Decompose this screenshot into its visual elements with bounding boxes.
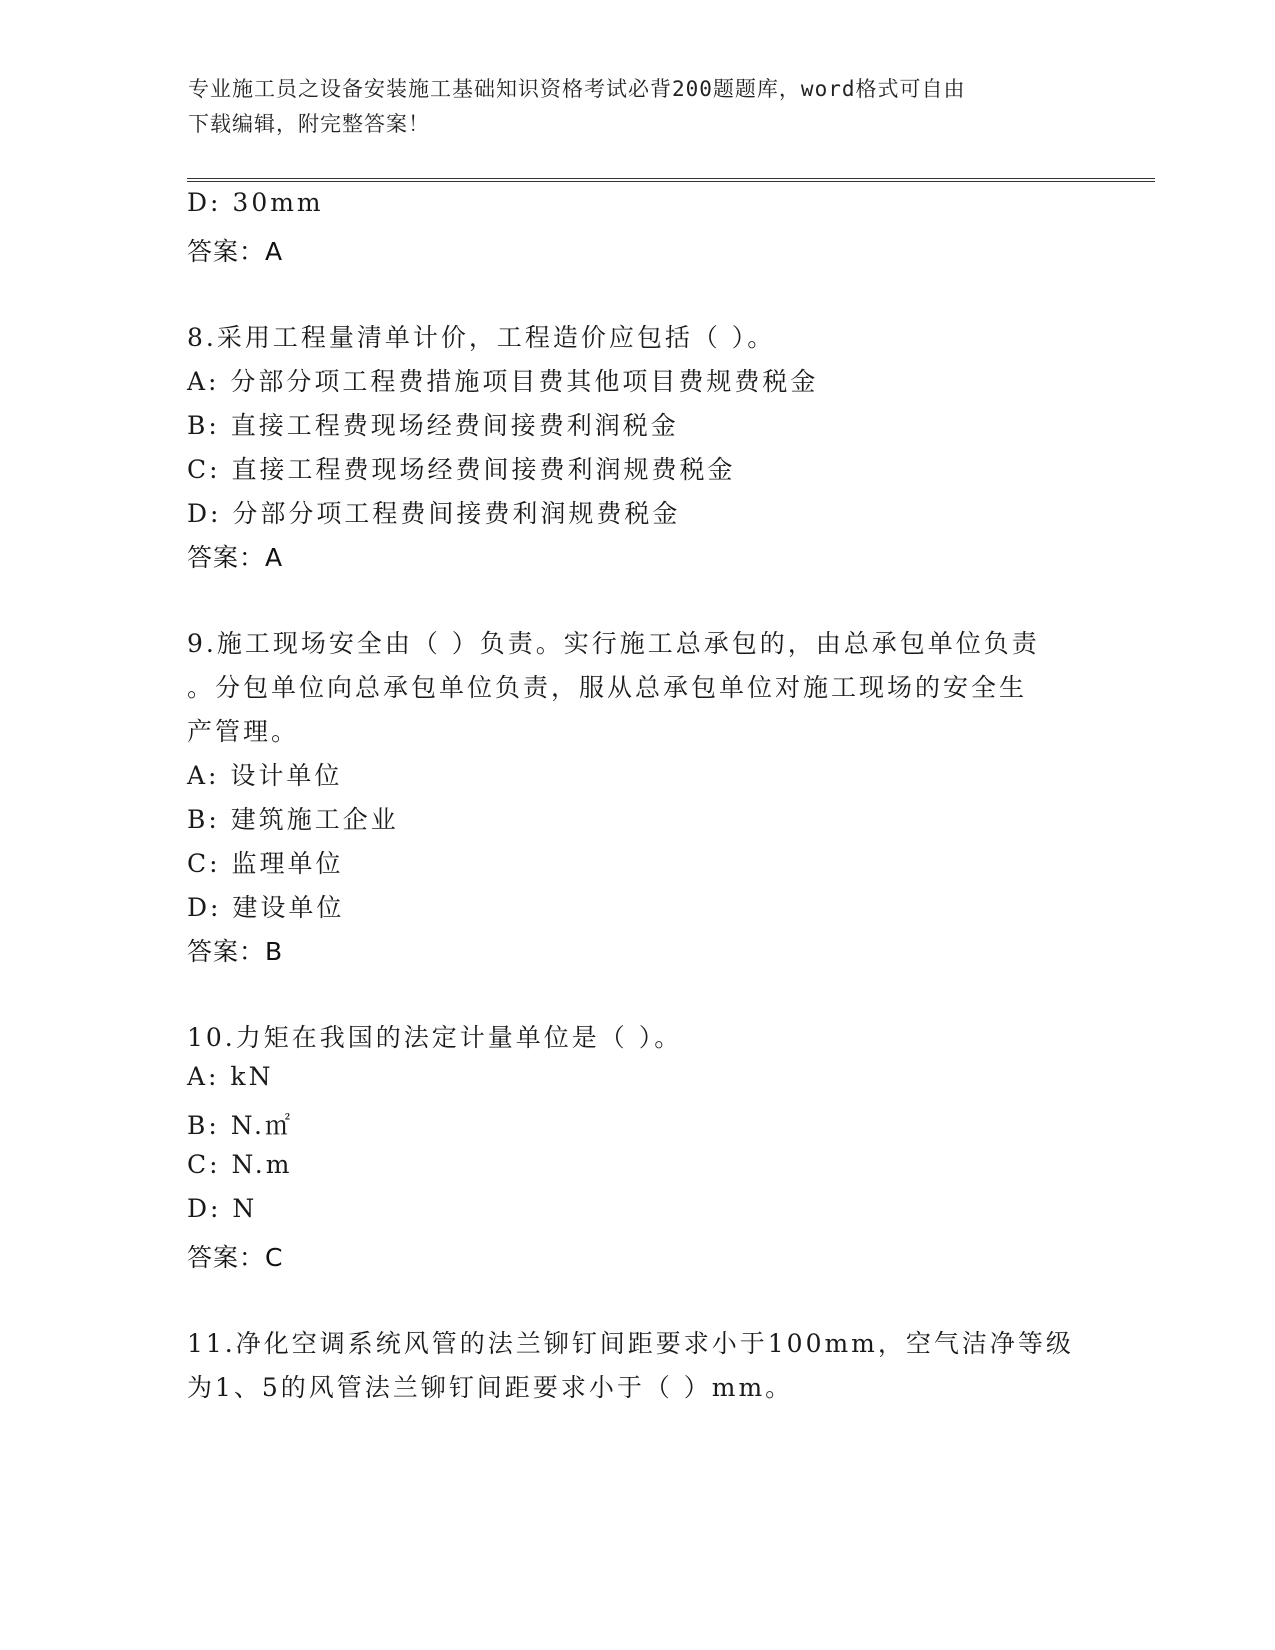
q8-answer: 答案：A xyxy=(187,543,284,572)
q9-option-c: C: 监理单位 xyxy=(187,849,344,878)
q8-option-d: D: 分部分项工程费间接费利润规费税金 xyxy=(187,499,681,528)
q7-option-d: D: 30mm xyxy=(187,188,324,217)
document-header xyxy=(188,72,1068,142)
q10-answer: 答案：C xyxy=(187,1243,284,1272)
q7-answer: 答案：A xyxy=(187,237,284,266)
q10-option-b: B: N.㎡ xyxy=(187,1111,293,1140)
q10-option-d: D: N xyxy=(187,1194,258,1223)
q9-option-b: B: 建筑施工企业 xyxy=(187,805,399,834)
q11-stem-line-2: 为1、5的风管法兰铆钉间距要求小于（ ）mm。 xyxy=(187,1373,794,1402)
q8-stem: 8.采用工程量清单计价，工程造价应包括（ ）。 xyxy=(187,323,776,352)
header-title-line-2: 下载编辑，附完整答案！ xyxy=(188,112,430,136)
header-divider xyxy=(187,178,1155,182)
q8-option-a: A: 分部分项工程费措施项目费其他项目费规费税金 xyxy=(187,367,819,396)
q10-option-c: C: N.m xyxy=(187,1150,293,1179)
q10-stem: 10.力矩在我国的法定计量单位是（ ）。 xyxy=(187,1023,683,1052)
header-title-line-1: 专业施工员之设备安装施工基础知识资格考试必背200题题库，word格式可自由 xyxy=(188,77,966,101)
q11-stem-line-1: 11.净化空调系统风管的法兰铆钉间距要求小于100mm，空气洁净等级 xyxy=(187,1329,1074,1358)
q10-option-a: A: kN xyxy=(187,1062,274,1091)
q9-stem-line-1: 9.施工现场安全由（ ）负责。实行施工总承包的，由总承包单位负责 xyxy=(187,629,1040,658)
q9-stem-line-2: 。分包单位向总承包单位负责，服从总承包单位对施工现场的安全生 xyxy=(187,673,1028,702)
q8-option-b: B: 直接工程费现场经费间接费利润税金 xyxy=(187,411,679,440)
q8-option-c: C: 直接工程费现场经费间接费利润规费税金 xyxy=(187,455,736,484)
q9-answer: 答案：B xyxy=(187,937,284,966)
q9-option-a: A: 设计单位 xyxy=(187,761,343,790)
q9-stem-line-3: 产管理。 xyxy=(187,717,300,746)
q9-option-d: D: 建设单位 xyxy=(187,893,345,922)
